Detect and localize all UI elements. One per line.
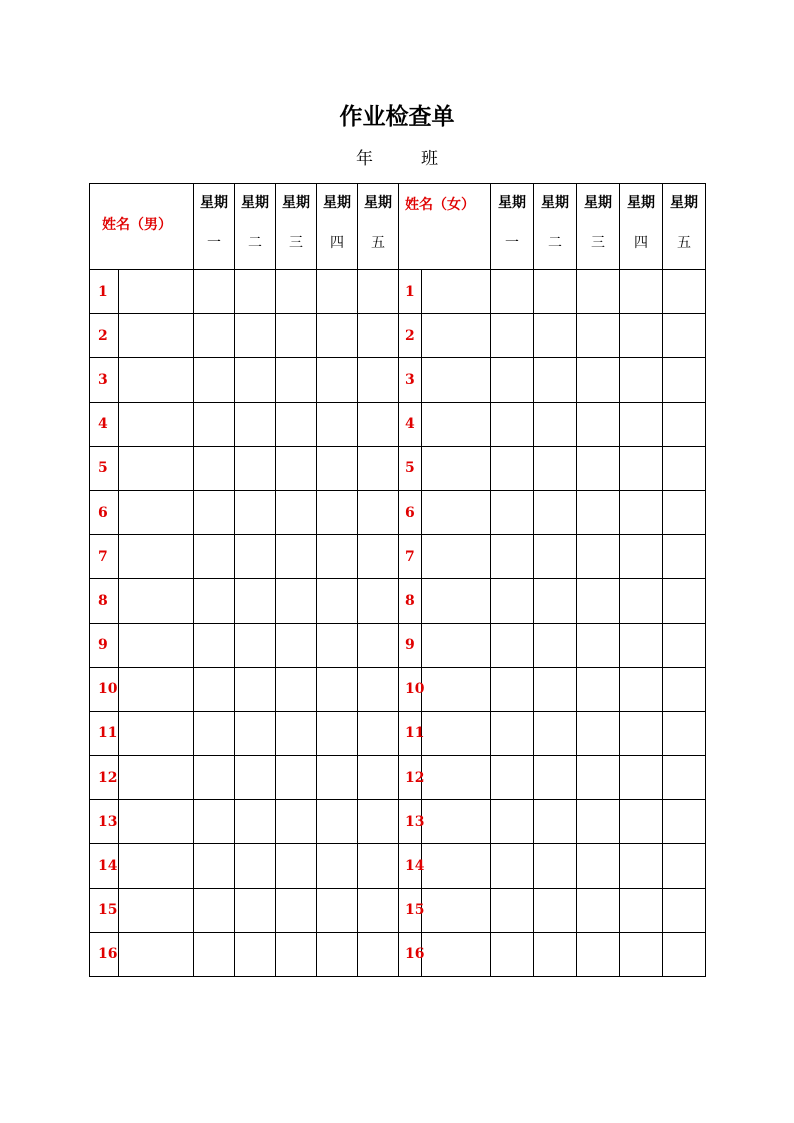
boy-check-cell[interactable] <box>276 667 317 711</box>
girl-name-cell[interactable] <box>422 932 491 976</box>
girl-check-cell[interactable] <box>534 932 577 976</box>
boys-day-header: 星期 一 <box>194 184 235 270</box>
boy-check-cell[interactable] <box>317 932 358 976</box>
girl-check-cell[interactable] <box>663 535 706 579</box>
boy-check-cell[interactable] <box>317 579 358 623</box>
boy-check-cell[interactable] <box>317 711 358 755</box>
boy-check-cell[interactable] <box>276 314 317 358</box>
girl-name-cell[interactable] <box>422 844 491 888</box>
boy-check-cell[interactable] <box>235 535 276 579</box>
girl-check-cell[interactable] <box>577 888 620 932</box>
table-row <box>90 490 706 534</box>
girl-check-cell[interactable] <box>663 446 706 490</box>
boy-check-cell[interactable] <box>194 446 235 490</box>
girl-check-cell[interactable] <box>491 579 534 623</box>
girl-check-cell[interactable] <box>577 579 620 623</box>
boy-check-cell[interactable] <box>194 844 235 888</box>
boy-check-cell[interactable] <box>358 314 399 358</box>
table-row <box>90 800 706 844</box>
girl-row-number: 12 <box>399 756 422 800</box>
girl-check-cell[interactable] <box>663 667 706 711</box>
girl-check-cell[interactable] <box>577 623 620 667</box>
girl-check-cell[interactable] <box>620 270 663 314</box>
girl-check-cell[interactable] <box>620 711 663 755</box>
boy-check-cell[interactable] <box>235 314 276 358</box>
table-row <box>90 314 706 358</box>
boy-check-cell[interactable] <box>358 623 399 667</box>
boy-row-number: 3 <box>90 358 119 402</box>
boy-row-number: 13 <box>90 800 119 844</box>
boy-check-cell[interactable] <box>276 711 317 755</box>
boy-check-cell[interactable] <box>194 667 235 711</box>
boy-name-cell[interactable] <box>119 535 194 579</box>
boy-check-cell[interactable] <box>276 579 317 623</box>
table-row <box>90 358 706 402</box>
girl-check-cell[interactable] <box>534 446 577 490</box>
boy-check-cell[interactable] <box>276 358 317 402</box>
girl-row-number: 11 <box>399 711 422 755</box>
boy-check-cell[interactable] <box>235 490 276 534</box>
boy-name-cell[interactable] <box>119 800 194 844</box>
girl-check-cell[interactable] <box>620 358 663 402</box>
girls-day-header: 星期 四 <box>620 184 663 270</box>
boy-name-cell[interactable] <box>119 314 194 358</box>
table-row <box>90 579 706 623</box>
boy-check-cell[interactable] <box>358 932 399 976</box>
boy-check-cell[interactable] <box>235 358 276 402</box>
girl-name-cell[interactable] <box>422 756 491 800</box>
boy-check-cell[interactable] <box>235 800 276 844</box>
boy-row-number: 10 <box>90 667 119 711</box>
girl-name-cell[interactable] <box>422 667 491 711</box>
girl-check-cell[interactable] <box>663 756 706 800</box>
girl-check-cell[interactable] <box>534 535 577 579</box>
boy-row-number: 16 <box>90 932 119 976</box>
girl-name-cell[interactable] <box>422 800 491 844</box>
girl-check-cell[interactable] <box>577 358 620 402</box>
girl-check-cell[interactable] <box>620 402 663 446</box>
girl-check-cell[interactable] <box>620 446 663 490</box>
class-label: 班 <box>421 149 438 169</box>
girl-check-cell[interactable] <box>577 446 620 490</box>
boy-name-cell[interactable] <box>119 932 194 976</box>
boy-check-cell[interactable] <box>276 844 317 888</box>
table-row <box>90 535 706 579</box>
girl-name-cell[interactable] <box>422 358 491 402</box>
girl-check-cell[interactable] <box>534 623 577 667</box>
boy-check-cell[interactable] <box>235 711 276 755</box>
girls-day-header: 星期 一 <box>491 184 534 270</box>
girl-check-cell[interactable] <box>534 888 577 932</box>
boy-name-cell[interactable] <box>119 579 194 623</box>
girl-check-cell[interactable] <box>620 756 663 800</box>
girl-check-cell[interactable] <box>534 270 577 314</box>
girl-name-cell[interactable] <box>422 446 491 490</box>
boy-check-cell[interactable] <box>358 888 399 932</box>
boy-check-cell[interactable] <box>358 402 399 446</box>
girls-day-header: 星期 三 <box>577 184 620 270</box>
boy-check-cell[interactable] <box>317 270 358 314</box>
girl-check-cell[interactable] <box>534 711 577 755</box>
table-row <box>90 667 706 711</box>
girl-check-cell[interactable] <box>491 358 534 402</box>
girl-check-cell[interactable] <box>534 358 577 402</box>
homework-check-table <box>89 183 706 977</box>
girl-row-number: 13 <box>399 800 422 844</box>
boy-check-cell[interactable] <box>276 446 317 490</box>
boy-check-cell[interactable] <box>194 358 235 402</box>
boy-check-cell[interactable] <box>358 711 399 755</box>
girl-row-number: 14 <box>399 844 422 888</box>
table-row <box>90 446 706 490</box>
girl-check-cell[interactable] <box>620 314 663 358</box>
year-label: 年 <box>356 149 373 169</box>
boy-check-cell[interactable] <box>276 932 317 976</box>
girl-check-cell[interactable] <box>491 844 534 888</box>
boy-check-cell[interactable] <box>235 667 276 711</box>
boy-check-cell[interactable] <box>276 402 317 446</box>
boy-row-number: 2 <box>90 314 119 358</box>
table-row <box>90 844 706 888</box>
boy-check-cell[interactable] <box>194 270 235 314</box>
boy-check-cell[interactable] <box>358 535 399 579</box>
table-row <box>90 888 706 932</box>
boy-check-cell[interactable] <box>358 579 399 623</box>
boy-check-cell[interactable] <box>317 844 358 888</box>
girl-check-cell[interactable] <box>577 402 620 446</box>
table-row <box>90 623 706 667</box>
boy-check-cell[interactable] <box>358 800 399 844</box>
girl-row-number: 6 <box>399 490 422 534</box>
girl-name-cell[interactable] <box>422 888 491 932</box>
boy-check-cell[interactable] <box>317 623 358 667</box>
boy-check-cell[interactable] <box>194 756 235 800</box>
boys-day-header: 星期 二 <box>235 184 276 270</box>
girl-row-number: 7 <box>399 535 422 579</box>
boy-row-number: 12 <box>90 756 119 800</box>
girl-check-cell[interactable] <box>620 623 663 667</box>
boy-name-cell[interactable] <box>119 711 194 755</box>
boy-name-cell[interactable] <box>119 844 194 888</box>
boy-check-cell[interactable] <box>358 270 399 314</box>
girl-row-number: 3 <box>399 358 422 402</box>
boy-check-cell[interactable] <box>358 490 399 534</box>
boy-check-cell[interactable] <box>194 314 235 358</box>
boy-name-cell[interactable] <box>119 270 194 314</box>
table-row <box>90 932 706 976</box>
boy-check-cell[interactable] <box>194 535 235 579</box>
girl-check-cell[interactable] <box>577 667 620 711</box>
girl-check-cell[interactable] <box>491 535 534 579</box>
girl-check-cell[interactable] <box>534 800 577 844</box>
boy-check-cell[interactable] <box>194 800 235 844</box>
boy-check-cell[interactable] <box>235 756 276 800</box>
header-row <box>90 184 706 270</box>
page-title: 作业检查单 <box>339 104 455 130</box>
boy-check-cell[interactable] <box>276 756 317 800</box>
girl-check-cell[interactable] <box>491 314 534 358</box>
girl-check-cell[interactable] <box>491 932 534 976</box>
boy-check-cell[interactable] <box>194 490 235 534</box>
girl-row-number: 5 <box>399 446 422 490</box>
boy-check-cell[interactable] <box>235 270 276 314</box>
girl-check-cell[interactable] <box>620 490 663 534</box>
boy-check-cell[interactable] <box>358 667 399 711</box>
girl-row-number: 10 <box>399 667 422 711</box>
class-subtitle <box>0 146 794 172</box>
boy-check-cell[interactable] <box>358 756 399 800</box>
girl-check-cell[interactable] <box>663 800 706 844</box>
girl-check-cell[interactable] <box>491 667 534 711</box>
girl-name-cell[interactable] <box>422 490 491 534</box>
boy-check-cell[interactable] <box>317 888 358 932</box>
boy-check-cell[interactable] <box>276 623 317 667</box>
boy-check-cell[interactable] <box>358 446 399 490</box>
girl-row-number: 2 <box>399 314 422 358</box>
boy-check-cell[interactable] <box>194 579 235 623</box>
girl-check-cell[interactable] <box>663 888 706 932</box>
girl-check-cell[interactable] <box>663 402 706 446</box>
boy-check-cell[interactable] <box>235 888 276 932</box>
girl-check-cell[interactable] <box>620 888 663 932</box>
boy-check-cell[interactable] <box>235 844 276 888</box>
boys-day-header: 星期 四 <box>317 184 358 270</box>
girl-check-cell[interactable] <box>491 446 534 490</box>
girl-check-cell[interactable] <box>620 800 663 844</box>
boy-check-cell[interactable] <box>317 402 358 446</box>
girl-check-cell[interactable] <box>491 270 534 314</box>
girl-check-cell[interactable] <box>577 711 620 755</box>
girl-check-cell[interactable] <box>491 711 534 755</box>
boy-check-cell[interactable] <box>317 535 358 579</box>
boy-name-cell[interactable] <box>119 358 194 402</box>
boy-name-cell[interactable] <box>119 446 194 490</box>
table-row <box>90 711 706 755</box>
girl-name-cell[interactable] <box>422 535 491 579</box>
boy-check-cell[interactable] <box>317 490 358 534</box>
boy-check-cell[interactable] <box>276 490 317 534</box>
boy-check-cell[interactable] <box>317 667 358 711</box>
girl-check-cell[interactable] <box>534 314 577 358</box>
girl-check-cell[interactable] <box>534 667 577 711</box>
girl-check-cell[interactable] <box>577 270 620 314</box>
boy-check-cell[interactable] <box>194 711 235 755</box>
boy-check-cell[interactable] <box>194 623 235 667</box>
girl-check-cell[interactable] <box>663 844 706 888</box>
boy-row-number: 11 <box>90 711 119 755</box>
girl-check-cell[interactable] <box>534 844 577 888</box>
girl-check-cell[interactable] <box>663 490 706 534</box>
boy-check-cell[interactable] <box>235 446 276 490</box>
boy-name-cell[interactable] <box>119 888 194 932</box>
table-row <box>90 270 706 314</box>
boys-name-header: 姓名（男） <box>90 184 194 270</box>
girl-row-number: 16 <box>399 932 422 976</box>
boy-check-cell[interactable] <box>194 888 235 932</box>
girl-check-cell[interactable] <box>534 402 577 446</box>
girl-check-cell[interactable] <box>577 490 620 534</box>
boy-check-cell[interactable] <box>235 402 276 446</box>
boy-row-number: 8 <box>90 579 119 623</box>
girl-row-number: 8 <box>399 579 422 623</box>
girl-check-cell[interactable] <box>663 358 706 402</box>
boy-check-cell[interactable] <box>358 358 399 402</box>
boy-row-number: 9 <box>90 623 119 667</box>
girl-check-cell[interactable] <box>577 535 620 579</box>
girl-check-cell[interactable] <box>491 800 534 844</box>
girl-check-cell[interactable] <box>663 579 706 623</box>
girls-day-header: 星期 二 <box>534 184 577 270</box>
boy-check-cell[interactable] <box>358 844 399 888</box>
girl-check-cell[interactable] <box>577 800 620 844</box>
girl-check-cell[interactable] <box>620 579 663 623</box>
boy-name-cell[interactable] <box>119 623 194 667</box>
girl-row-number: 15 <box>399 888 422 932</box>
girl-check-cell[interactable] <box>620 932 663 976</box>
girl-row-number: 9 <box>399 623 422 667</box>
boy-check-cell[interactable] <box>276 800 317 844</box>
boys-day-header: 星期 五 <box>358 184 399 270</box>
girl-name-cell[interactable] <box>422 314 491 358</box>
girl-name-cell[interactable] <box>422 270 491 314</box>
girls-name-header: 姓名（女） <box>399 184 491 270</box>
girl-check-cell[interactable] <box>620 667 663 711</box>
girl-check-cell[interactable] <box>491 623 534 667</box>
boy-name-cell[interactable] <box>119 490 194 534</box>
girl-check-cell[interactable] <box>534 756 577 800</box>
boy-check-cell[interactable] <box>276 270 317 314</box>
girl-check-cell[interactable] <box>491 402 534 446</box>
girl-check-cell[interactable] <box>620 535 663 579</box>
boy-check-cell[interactable] <box>317 446 358 490</box>
girl-check-cell[interactable] <box>491 490 534 534</box>
boy-check-cell[interactable] <box>317 756 358 800</box>
boy-check-cell[interactable] <box>235 623 276 667</box>
boy-name-cell[interactable] <box>119 402 194 446</box>
boy-row-number: 15 <box>90 888 119 932</box>
girl-check-cell[interactable] <box>534 579 577 623</box>
girl-check-cell[interactable] <box>663 270 706 314</box>
girl-name-cell[interactable] <box>422 402 491 446</box>
boy-check-cell[interactable] <box>235 579 276 623</box>
boy-check-cell[interactable] <box>276 535 317 579</box>
girl-check-cell[interactable] <box>577 314 620 358</box>
boy-row-number: 7 <box>90 535 119 579</box>
girl-row-number: 1 <box>399 270 422 314</box>
boy-row-number: 1 <box>90 270 119 314</box>
boy-row-number: 4 <box>90 402 119 446</box>
girl-check-cell[interactable] <box>577 932 620 976</box>
boy-check-cell[interactable] <box>317 314 358 358</box>
girl-check-cell[interactable] <box>620 844 663 888</box>
boys-day-header: 星期 三 <box>276 184 317 270</box>
girl-name-cell[interactable] <box>422 623 491 667</box>
girl-name-cell[interactable] <box>422 711 491 755</box>
boy-check-cell[interactable] <box>317 800 358 844</box>
boy-check-cell[interactable] <box>317 358 358 402</box>
girl-check-cell[interactable] <box>663 623 706 667</box>
girl-check-cell[interactable] <box>663 711 706 755</box>
girls-day-header: 星期 五 <box>663 184 706 270</box>
girl-name-cell[interactable] <box>422 579 491 623</box>
girl-row-number: 4 <box>399 402 422 446</box>
table-row <box>90 756 706 800</box>
boy-check-cell[interactable] <box>276 888 317 932</box>
girl-check-cell[interactable] <box>663 314 706 358</box>
boy-name-cell[interactable] <box>119 756 194 800</box>
girl-check-cell[interactable] <box>491 888 534 932</box>
boy-name-cell[interactable] <box>119 667 194 711</box>
girl-check-cell[interactable] <box>577 844 620 888</box>
boy-row-number: 14 <box>90 844 119 888</box>
girl-check-cell[interactable] <box>577 756 620 800</box>
boy-check-cell[interactable] <box>235 932 276 976</box>
girl-check-cell[interactable] <box>663 932 706 976</box>
boy-row-number: 5 <box>90 446 119 490</box>
girl-check-cell[interactable] <box>491 756 534 800</box>
girl-check-cell[interactable] <box>534 490 577 534</box>
table-row <box>90 402 706 446</box>
boy-check-cell[interactable] <box>194 402 235 446</box>
boy-check-cell[interactable] <box>194 932 235 976</box>
boy-row-number: 6 <box>90 490 119 534</box>
